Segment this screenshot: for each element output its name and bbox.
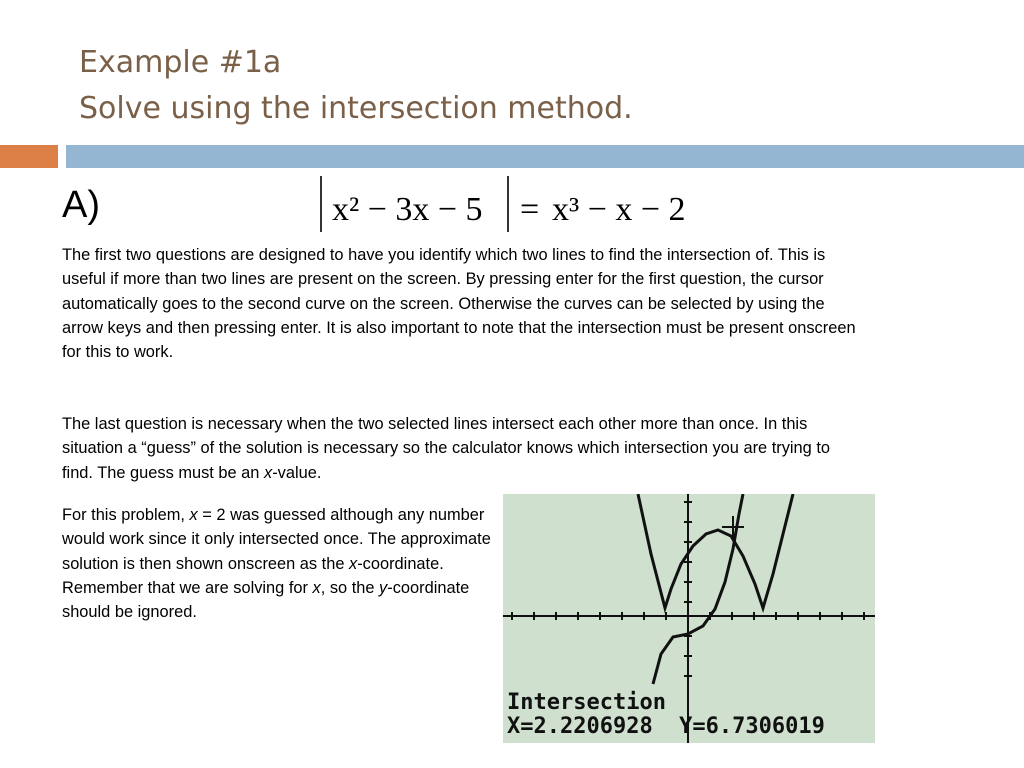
title-line-1: Example #1a [79,45,282,80]
paragraph-guess: The last question is necessary when the two selected lines intersect each other more than once. In this situation a “guess” of the solution is necessary so the calculator knows which intersection you are trying to find. The guess must be an x-value. [62,415,831,482]
paragraph-this-problem: For this problem, x = 2 was guessed although any number would work since it only intersected once. The approximate solution is then shown onscreen as the x-coordinate. Remember that we are solving for x, so the y-coordinate should be ignored. [62,506,491,622]
part-label: A) [62,184,100,226]
curve-cubic [653,494,743,684]
title-line-2: Solve using the intersection method. [79,91,633,126]
curve-abs-quadratic [638,494,793,608]
equation-rhs: x³ − x − 2 [552,191,686,228]
paragraph-selecting-curves: The first two questions are designed to have you identify which two lines to find the intersection of. This is useful if more than two lines are present on the screen. By pressing enter for the first question, the cursor automatically goes to the second curve on the screen. Otherwise the curves can be selected by using the arrow keys and then pressing enter. It is also important to note that the intersection must be present onscreen for this to work. [62,246,856,362]
calculator-status-line: Intersection [507,690,666,715]
equation-lhs: x² − 3x − 5 [332,191,483,228]
accent-bar-orange [0,145,58,168]
calculator-result-line: X=2.2206928 Y=6.7306019 [507,714,825,739]
equation [318,172,718,236]
accent-bar-blue [66,145,1024,168]
calculator-screen [503,494,875,743]
slide-title [79,40,633,132]
equation-equals: = [520,191,540,228]
